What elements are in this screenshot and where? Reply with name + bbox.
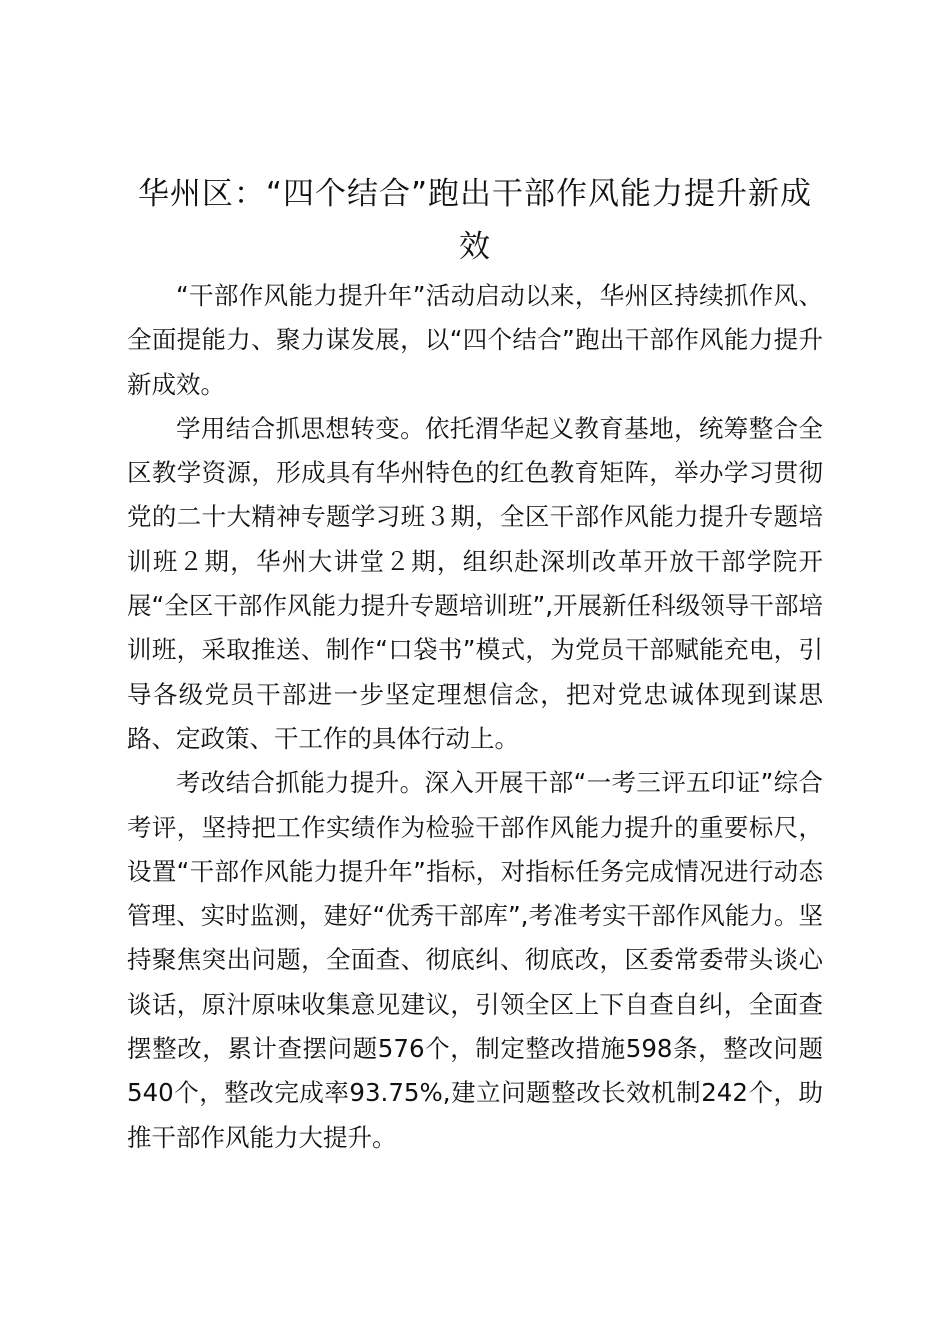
paragraph-study-application: 学用结合抓思想转变。依托渭华起义教育基地，统筹整合全区教学资源，形成具有华州特色的红色教育矩阵，举办学习贯彻党的二十大精神专题学习班３期，全区干部作风能力提升专题培训班２期，华州大讲堂２期，组织赴深圳改革开放干部学院开展“全区干部作风能力提升专题培训班”,开展新任科级领导干部培训班，采取推送、制作“口袋书”模式，为党员干部赋能充电，引导各级党员干部进一步坚定理想信念，把对党忠诚体现到谋思路、定政策、干工作的具体行动上。 [127, 413, 823, 753]
document-title: 华州区：“四个结合”跑出干部作风能力提升新成效 [137, 176, 813, 265]
document-page [127, 168, 823, 1160]
paragraph-intro: “干部作风能力提升年”活动启动以来，华州区持续抓作风、全面提能力、聚力谋发展，以“四个结合”跑出干部作风能力提升新成效。 [127, 281, 823, 399]
paragraph-assessment-reform: 考改结合抓能力提升。深入开展干部“一考三评五印证”综合考评，坚持把工作实绩作为检验干部作风能力提升的重要标尺，设置“干部作风能力提升年”指标，对指标任务完成情况进行动态管理、实时监测，建好“优秀干部库”,考准考实干部作风能力。坚持聚焦突出问题，全面查、彻底纠、彻底改，区委常委带头谈心谈话，原汁原味收集意见建议，引领全区上下自查自纠，全面查摆整改，累计查摆问题576个，制定整改措施598条，整改问题540个，整改完成率93.75%,建立问题整改长效机制242个，助推干部作风能力大提升。 [127, 768, 823, 1152]
